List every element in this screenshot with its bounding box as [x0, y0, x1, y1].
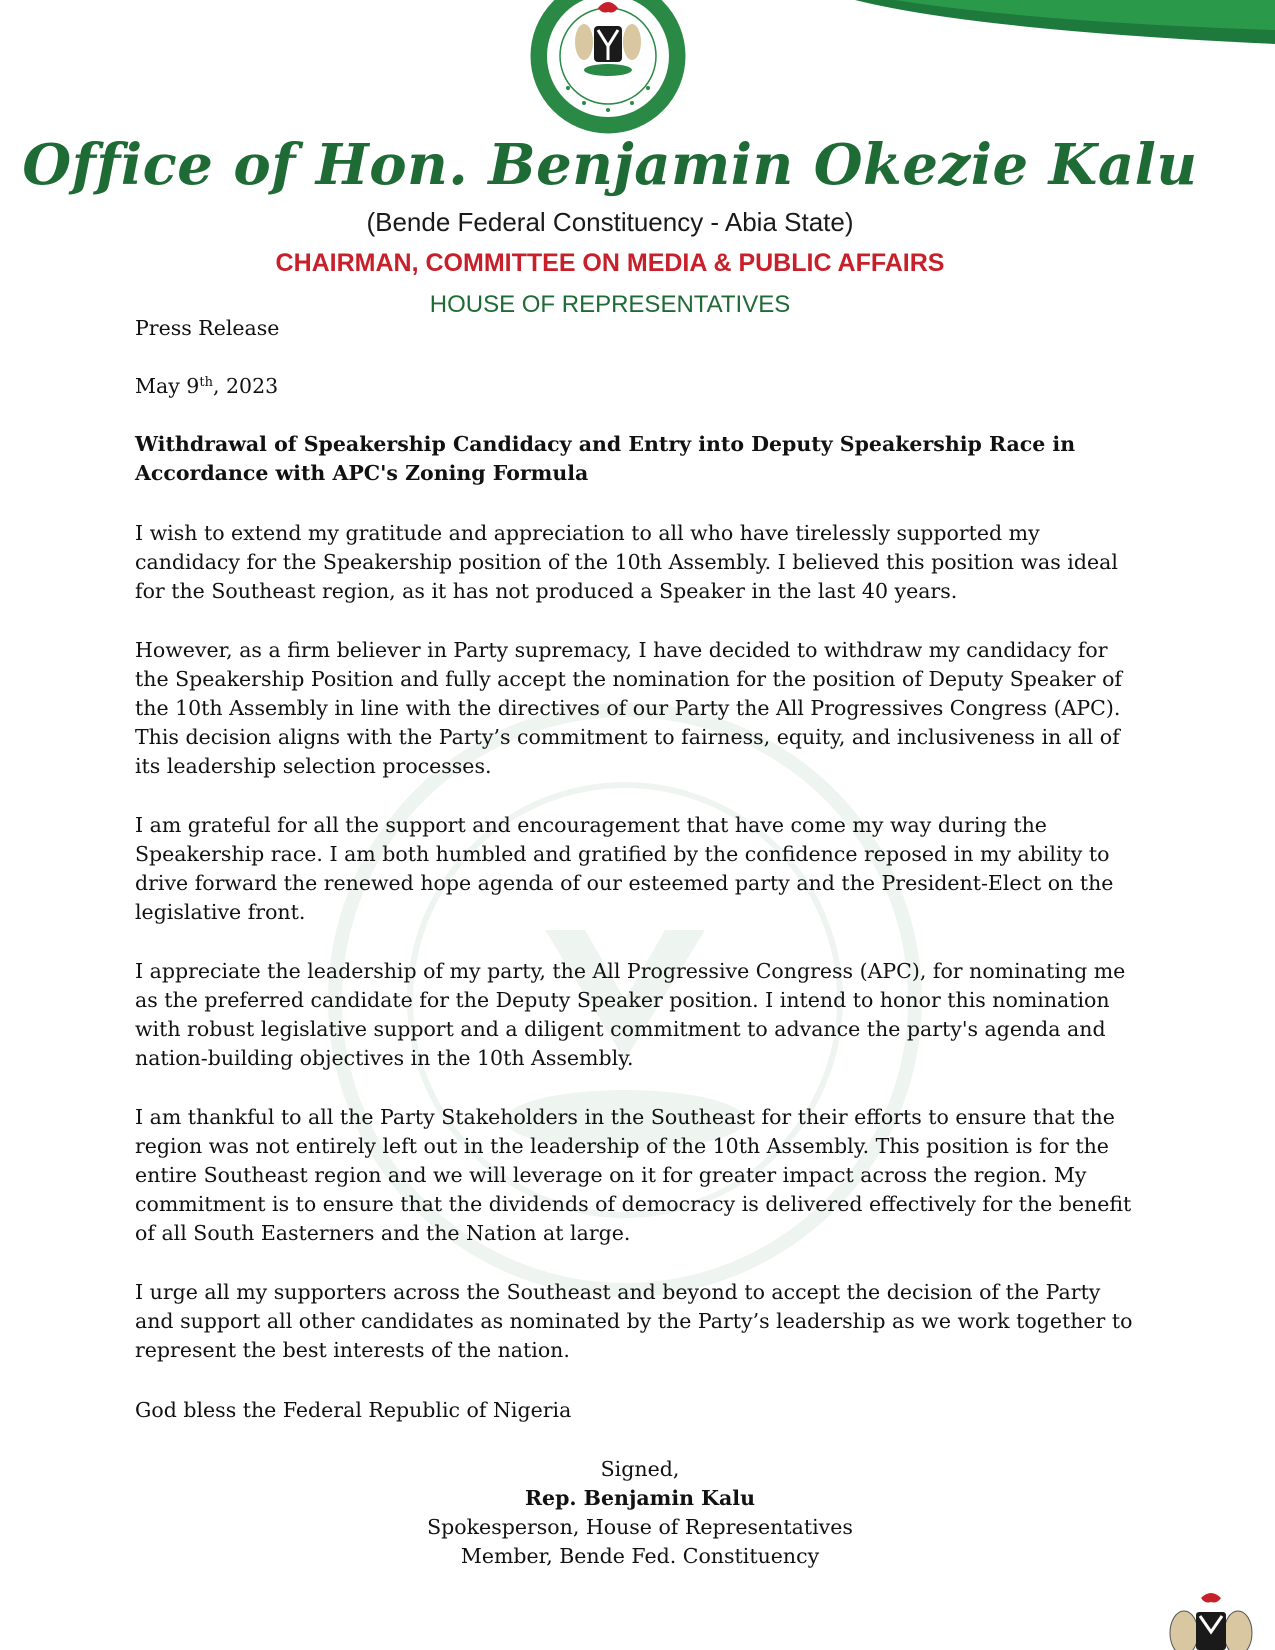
paragraph-4: I appreciate the leadership of my party, the All Progressive Congress (APC), for nominating me as the preferred candidate for the Deputy Speaker position. I intend to honor this nomination with robust legislative support and a diligent commitment to advance the party's agenda and nation-building objectives in the 10th Assembly. [135, 959, 1126, 1070]
green-swoosh-icon [855, 0, 1275, 50]
constituency-subtitle: (Bende Federal Constituency - Abia State) [366, 207, 854, 237]
paragraph-5: I am thankful to all the Party Stakeholders in the Southeast for their efforts to ensure that the region was not entirely left out in the leadership of the 10th Assembly. This position is for the entire Southeast region and we will leverage on it for greater impact across the region. My commitment is to ensure that the dividends of democracy is delivered effectively for the benefit of all South Easterners and the Nation at large. [135, 1105, 1132, 1245]
paragraph-2: However, as a firm believer in Party supremacy, I have decided to withdraw my candidacy for the Speakership Position and fully accept the nomination for the position of Deputy Speaker of the 10th Assembly in line with the directives of our Party the All Progressives Congress (APC). This decision aligns with the Party’s commitment to fairness, equity, and inclusiveness in all of its leadership selection processes. [135, 638, 1123, 778]
signature-block [320, 1455, 960, 1571]
signatory-name: Rep. Benjamin Kalu [525, 1486, 755, 1510]
signatory-constituency: Member, Bende Fed. Constituency [460, 1544, 820, 1568]
coat-of-arms-seal-icon [528, 0, 688, 135]
headline: Withdrawal of Speakership Candidacy and Entry into Deputy Speakership Race in Accordance with APC's Zoning Formula [135, 432, 1076, 485]
release-date: May 9th, 2023 [135, 374, 279, 398]
committee-title: CHAIRMAN, COMMITTEE ON MEDIA & PUBLIC AFFAIRS [275, 249, 945, 277]
paragraph-6: I urge all my supporters across the Southeast and beyond to accept the decision of the Party and support all other candidates as nominated by the Party’s leadership as we work together to represent the best interests of the nation. [135, 1280, 1133, 1362]
office-title: Office of Hon. Benjamin Okezie Kalu [22, 132, 1198, 198]
closing-blessing: God bless the Federal Republic of Nigeria [135, 1398, 572, 1422]
coat-of-arms-corner-icon [1156, 1588, 1266, 1650]
paragraph-3: I am grateful for all the support and encouragement that have come my way during the Speakership race. I am both humbled and gratified by the confidence reposed in my ability to drive forward the renewed hope agenda of our esteemed party and the President-Elect on the legislative front. [135, 813, 1114, 924]
paragraph-1: I wish to extend my gratitude and appreciation to all who have tirelessly supported my candidacy for the Speakership position of the 10th Assembly. I believed this position was ideal for the Southeast region, as it has not produced a Speaker in the last 40 years. [135, 521, 1118, 603]
press-release-label: Press Release [135, 316, 280, 340]
signed-label: Signed, [600, 1457, 680, 1481]
signatory-title: Spokesperson, House of Representatives [427, 1515, 853, 1539]
house-title: HOUSE OF REPRESENTATIVES [429, 291, 791, 318]
